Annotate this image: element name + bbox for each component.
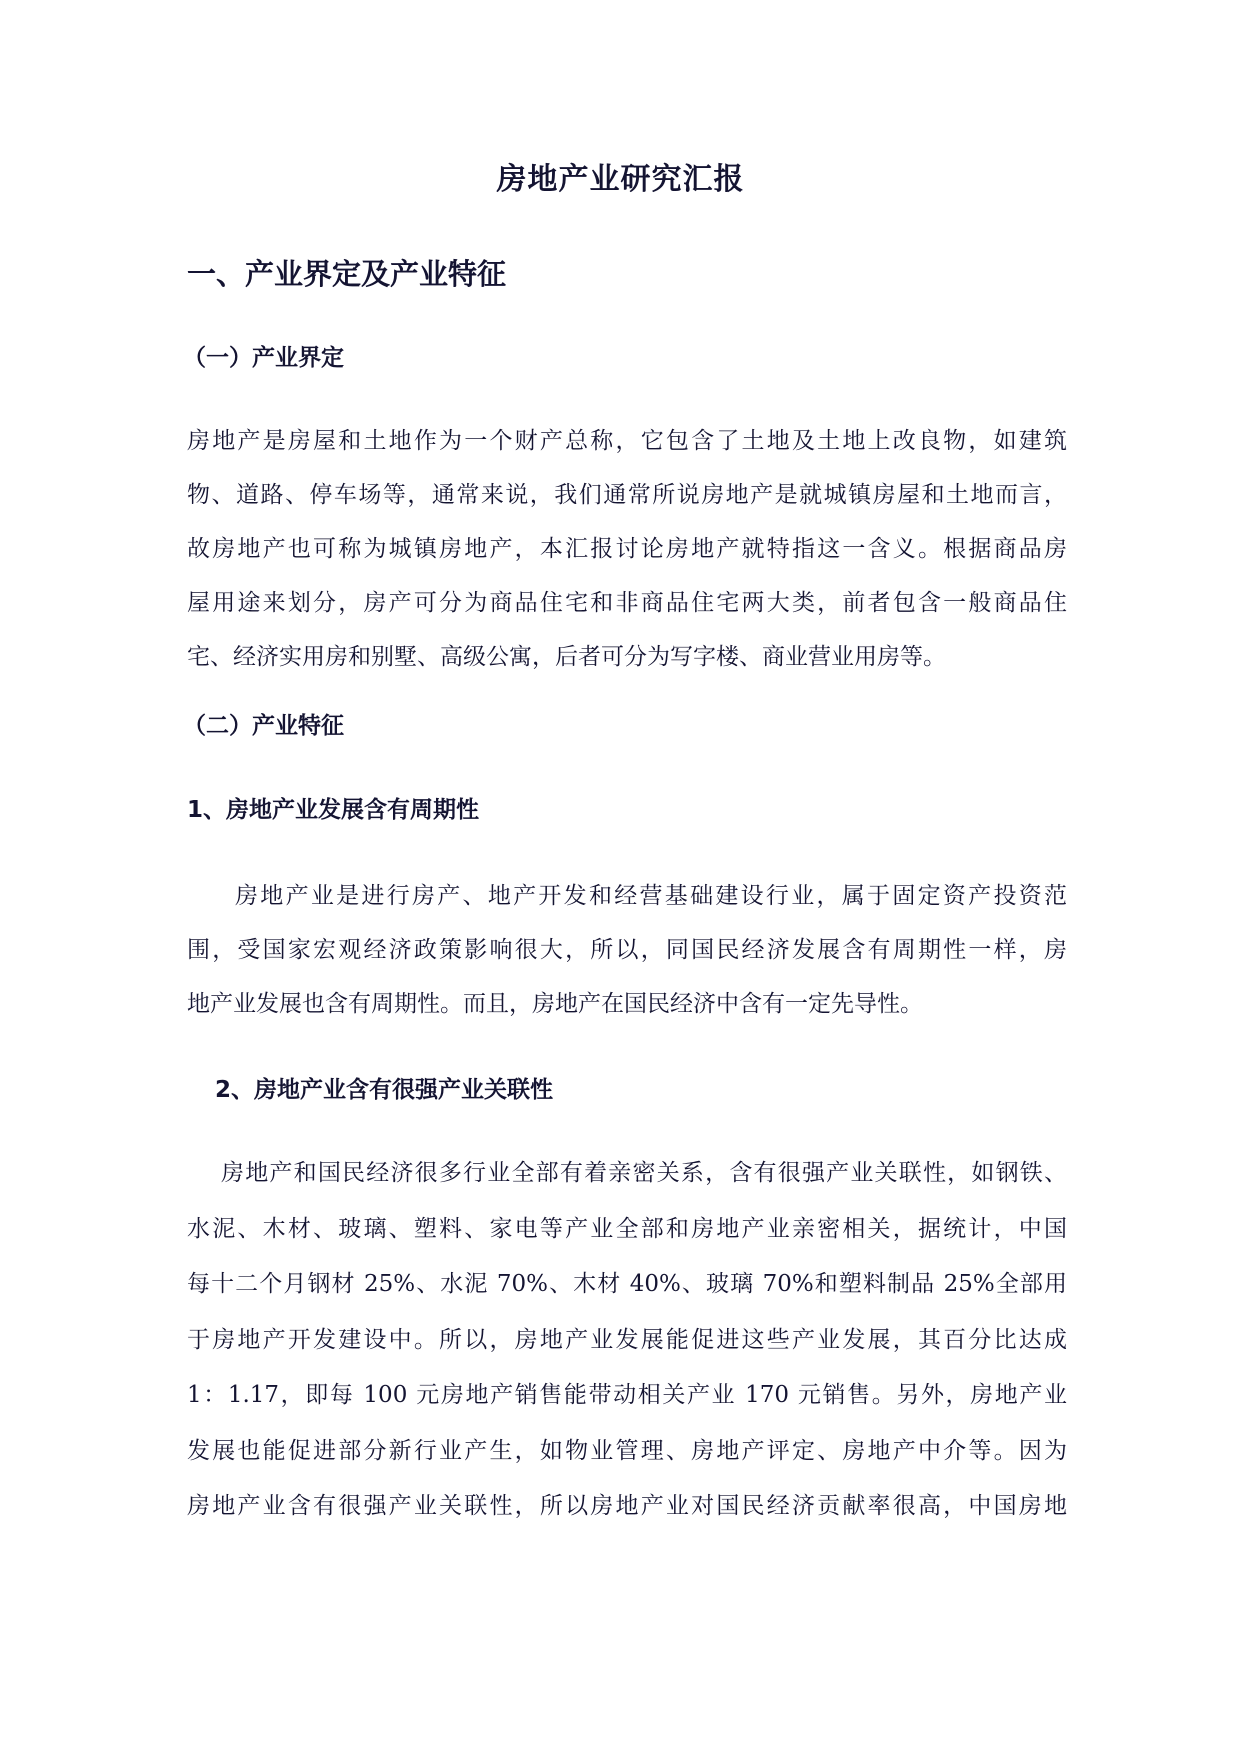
item-heading-linkage: 2、房地产业含有很强产业关联性: [215, 1077, 554, 1103]
paragraph-definition: [187, 414, 1067, 684]
document-title: 房地产业研究汇报: [496, 162, 745, 197]
paragraph-line: 故房地产也可称为城镇房地产，本汇报讨论房地产就特指这一含义。根据商品房: [187, 536, 1067, 562]
paragraph-line: 房地产业含有很强产业关联性，所以房地产业对国民经济贡献率很高，中国房地: [187, 1493, 1067, 1519]
paragraph-line: 宅、经济实用房和别墅、高级公寓，后者可分为写字楼、商业营业用房等。: [187, 644, 946, 670]
subsection-heading-definition: （一）产业界定: [183, 344, 344, 371]
paragraph-line: 水泥、木材、玻璃、塑料、家电等产业全部和房地产业亲密相关，据统计，中国: [187, 1215, 1067, 1242]
paragraph-line: 房地产和国民经济很多行业全部有着亲密关系，含有很强产业关联性，如钢铁、: [221, 1160, 1067, 1186]
paragraph-line: 发展也能促进部分新行业产生，如物业管理、房地产评定、房地产中介等。因为: [187, 1437, 1067, 1464]
paragraph-line: 物、道路、停车场等，通常来说，我们通常所说房地产是就城镇房屋和土地而言，: [187, 482, 1067, 508]
paragraph-line: 房地产是房屋和土地作为一个财产总称，它包含了土地及土地上改良物，如建筑: [187, 428, 1067, 454]
paragraph-line: 于房地产开发建设中。所以，房地产业发展能促进这些产业发展，其百分比达成: [187, 1326, 1067, 1353]
paragraph-line: 屋用途来划分，房产可分为商品住宅和非商品住宅两大类，前者包含一般商品住: [187, 590, 1067, 616]
section-heading-industry-definition: 一、产业界定及产业特征: [187, 257, 507, 291]
paragraph-cyclical: [187, 869, 1067, 1031]
paragraph-linkage: [187, 1146, 1067, 1535]
paragraph-line: 地产业发展也含有周期性。而且，房地产在国民经济中含有一定先导性。: [187, 991, 923, 1017]
paragraph-line: 房地产业是进行房产、地产开发和经营基础建设行业，属于固定资产投资范: [235, 883, 1067, 909]
paragraph-line: 1：1.17，即每 100 元房地产销售能带动相关产业 170 元销售。另外，房地产业: [187, 1382, 1067, 1408]
item-heading-cyclical: 1、房地产业发展含有周期性: [187, 797, 480, 823]
paragraph-line: 每十二个月钢材 25%、水泥 70%、木材 40%、玻璃 70%和塑料制品 25%全部用: [187, 1271, 1067, 1297]
subsection-heading-characteristics: （二）产业特征: [183, 712, 344, 739]
paragraph-line: 围，受国家宏观经济政策影响很大，所以，同国民经济发展含有周期性一样，房: [187, 937, 1067, 963]
